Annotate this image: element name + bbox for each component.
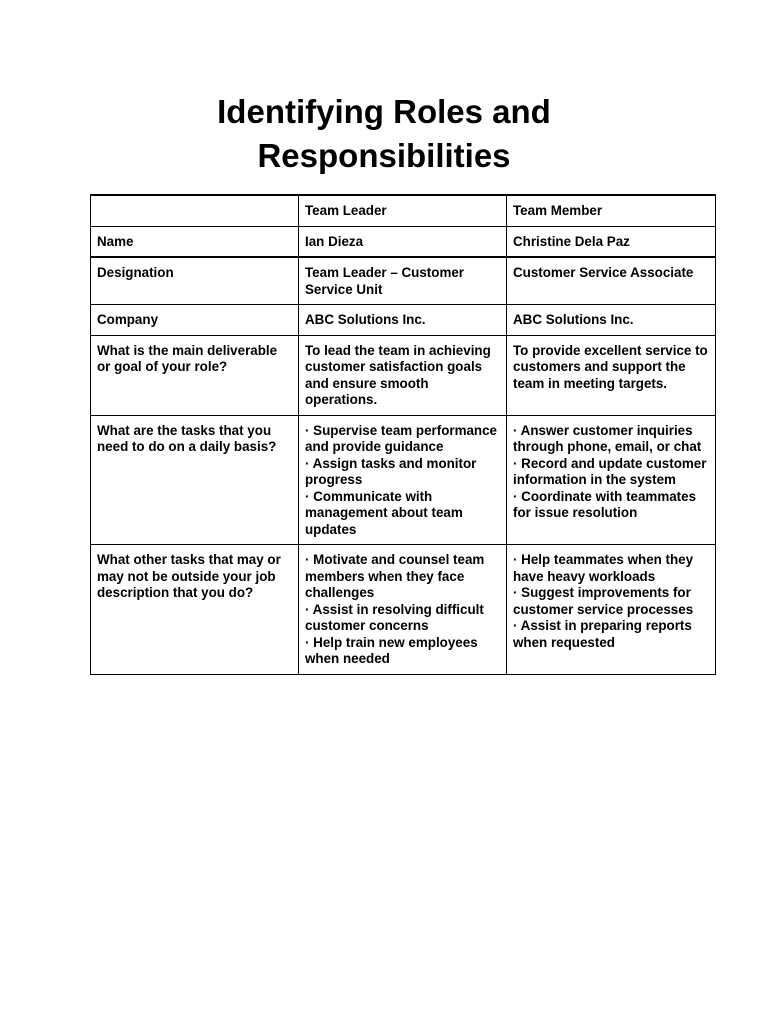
cell-line: To lead the team in achieving customer satisfaction goals and ensure smooth operations. [305,342,491,407]
header-empty-cell [91,195,299,226]
table-row-name [91,226,716,257]
row-label: What is the main deliverable or goal of your role? [91,335,299,415]
page-title [0,90,768,178]
task-item: · Motivate and counsel team members when they face challenges [305,552,485,600]
cell-line: To provide excellent service to customers and support the team in meeting targets. [513,342,708,391]
row-label: What are the tasks that you need to do on a daily basis? [91,415,299,545]
member-cell [507,226,716,257]
member-cell [507,415,716,545]
cell-line: Team Leader – Customer Service Unit [305,265,465,297]
member-cell [507,305,716,336]
table-row-goal [91,335,716,415]
member-cell [507,545,716,675]
task-item: · Assist in resolving difficult customer concerns [305,601,484,633]
member-cell [507,257,716,305]
task-item: · Assign tasks and monitor progress [305,455,477,487]
table-row-daily-tasks [91,415,716,545]
task-item: · Suggest improvements for customer service processes [513,585,694,617]
leader-cell [299,335,507,415]
table-row-other-tasks [91,545,716,675]
leader-cell [299,305,507,336]
leader-cell [299,226,507,257]
header-team-member: Team Member [507,195,716,226]
cell-line: Ian Dieza [305,233,364,249]
leader-cell [299,415,507,545]
cell-line: ABC Solutions Inc. [513,312,634,327]
cell-line: Customer Service Associate [513,265,694,280]
task-item: · Answer customer inquiries through phone, email, or chat [513,422,702,454]
table-row-company [91,305,716,336]
member-cell [507,335,716,415]
row-label: Name [91,226,299,257]
task-item: · Help train new employees when needed [305,634,478,666]
cell-line: Christine Dela Paz [513,233,630,249]
task-item: · Coordinate with teammates for issue resolution [513,488,697,520]
leader-cell [299,545,507,675]
task-item: · Supervise team performance and provide guidance [305,422,498,454]
task-item: · Communicate with management about team updates [305,488,463,537]
page-title-line-2: Responsibilities [257,137,511,174]
leader-cell [299,257,507,305]
row-label: Company [91,305,299,336]
cell-line: ABC Solutions Inc. [305,312,426,327]
task-item: · Record and update customer information in the system [513,455,707,487]
row-label: What other tasks that may or may not be outside your job description that you do? [91,545,299,675]
task-item: · Assist in preparing reports when requested [513,618,692,650]
row-label: Designation [91,257,299,305]
header-team-leader: Team Leader [299,195,507,226]
page-title-line-1: Identifying Roles and [217,93,551,130]
task-item: · Help teammates when they have heavy workloads [513,552,694,584]
table-row-designation [91,257,716,305]
table-header-row [91,195,716,226]
roles-table [90,194,716,675]
